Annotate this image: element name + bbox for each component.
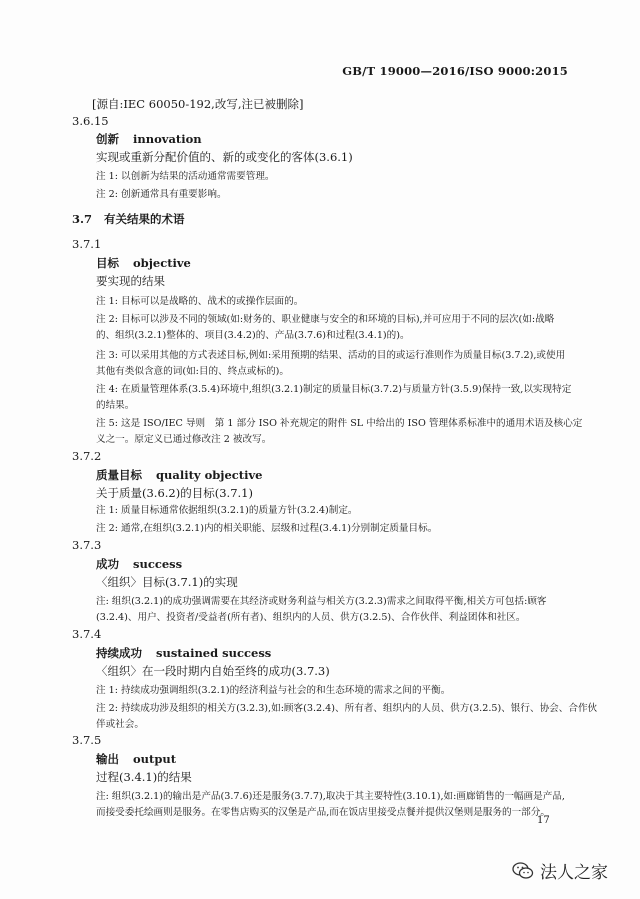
term-en: output bbox=[133, 752, 177, 766]
term-heading bbox=[96, 645, 271, 661]
term-zh: 目标 bbox=[96, 256, 119, 270]
definition: 要实现的结果 bbox=[96, 274, 165, 288]
note: 注 1: 以创新为结果的活动通常需要管理。 bbox=[96, 171, 275, 182]
clause-title: 有关结果的术语 bbox=[104, 212, 185, 226]
entry-number: 3.7.2 bbox=[72, 449, 102, 463]
definition: 〈组织〉目标(3.7.1)的实现 bbox=[96, 575, 238, 589]
note-continued: (3.2.4)、用户、投资者/受益者(所有者)、组织内的人员、供方(3.2.5)、合作伙伴、利益团体和社区。 bbox=[96, 612, 526, 623]
entry-number: 3.7.4 bbox=[72, 627, 102, 641]
term-en: success bbox=[133, 557, 183, 571]
term-en: quality objective bbox=[156, 468, 263, 482]
term-zh: 成功 bbox=[96, 557, 119, 571]
page-number: 17 bbox=[537, 815, 550, 826]
note-continued: 的结果。 bbox=[96, 400, 135, 411]
note-continued: 而接受委托绘画则是服务。在零售店购买的汉堡是产品,而在饭店里接受点餐并提供汉堡则是服务的一部分。 bbox=[96, 807, 550, 818]
note: 注 3: 可以采用其他的方式表述目标,例如:采用预期的结果、活动的目的或运行准则作为质量目标(3.7.2),或使用 bbox=[96, 350, 566, 361]
term-en: innovation bbox=[133, 132, 202, 146]
term-zh: 持续成功 bbox=[96, 646, 142, 660]
term-heading bbox=[96, 255, 191, 271]
note: 注 5: 这是 ISO/IEC 导则 第 1 部分 ISO 补充规定的附件 SL 中给出的 ISO 管理体系标准中的通用术语及核心定 bbox=[96, 418, 583, 429]
entry-number: 3.7.3 bbox=[72, 538, 102, 552]
note: 注 4: 在质量管理体系(3.5.4)环境中,组织(3.2.1)制定的质量目标(3.7.2)与质量方针(3.5.9)保持一致,以实现特定 bbox=[96, 384, 572, 395]
definition: 关于质量(3.6.2)的目标(3.7.1) bbox=[96, 486, 253, 500]
clause-number: 3.7 bbox=[72, 212, 93, 226]
note: 注 2: 持续成功涉及组织的相关方(3.2.3),如:顾客(3.2.4)、所有者、组织内的人员、供方(3.2.5)、银行、协会、合作伙 bbox=[96, 703, 598, 714]
term-zh: 质量目标 bbox=[96, 468, 142, 482]
term-heading bbox=[96, 751, 176, 767]
definition: 〈组织〉在一段时期内自始至终的成功(3.7.3) bbox=[96, 664, 330, 678]
term-heading bbox=[96, 467, 262, 483]
definition: 过程(3.4.1)的结果 bbox=[96, 770, 192, 784]
term-en: sustained success bbox=[156, 646, 272, 660]
note: 注 2: 目标可以涉及不同的领域(如:财务的、职业健康与安全的和环境的目标),并可应用于不同的层次(如:战略 bbox=[96, 314, 555, 325]
note: 注: 组织(3.2.1)的输出是产品(3.7.6)还是服务(3.7.7),取决于其主要特性(3.10.1),如:画廊销售的一幅画是产品, bbox=[96, 791, 565, 802]
clause-heading bbox=[72, 211, 185, 227]
term-zh: 创新 bbox=[96, 132, 119, 146]
note: 注 1: 持续成功强调组织(3.2.1)的经济利益与社会的和生态环境的需求之间的平衡。 bbox=[96, 685, 451, 696]
note-continued: 伴或社会。 bbox=[96, 719, 144, 730]
note: 注 1: 质量目标通常依据组织(3.2.1)的质量方针(3.2.4)制定。 bbox=[96, 505, 358, 516]
note: 注 2: 通常,在组织(3.2.1)内的相关职能、层级和过程(3.4.1)分别制定质量目标。 bbox=[96, 523, 438, 534]
standard-number: GB/T 19000—2016/ISO 9000:2015 bbox=[342, 64, 568, 78]
entry-number: 3.7.1 bbox=[72, 237, 102, 251]
definition: 实现或重新分配价值的、新的或变化的客体(3.6.1) bbox=[96, 150, 353, 164]
watermark bbox=[512, 858, 608, 883]
entry-number: 3.6.15 bbox=[72, 114, 109, 128]
term-heading bbox=[96, 556, 182, 572]
note: 注 2: 创新通常具有重要影响。 bbox=[96, 189, 227, 200]
note: 注 1: 目标可以是战略的、战术的或操作层面的。 bbox=[96, 296, 304, 307]
term-en: objective bbox=[133, 256, 191, 270]
term-zh: 输出 bbox=[96, 752, 119, 766]
note-continued: 义之一。原定义已通过修改注 2 被改写。 bbox=[96, 434, 272, 445]
note: 注: 组织(3.2.1)的成功强调需要在其经济或财务利益与相关方(3.2.3)需求之间取得平衡,相关方可包括:顾客 bbox=[96, 596, 547, 607]
source-note: [源自:IEC 60050-192,改写,注已被删除] bbox=[92, 97, 304, 111]
note-continued: 其他有类似含意的词(如:目的、终点或标的)。 bbox=[96, 366, 289, 377]
wechat-icon bbox=[512, 861, 534, 881]
watermark-text: 法人之家 bbox=[540, 863, 608, 883]
term-heading bbox=[96, 131, 202, 147]
note-continued: 的、组织(3.2.1)整体的、项目(3.4.2)的、产品(3.7.6)和过程(3.4.1)的)。 bbox=[96, 330, 410, 341]
entry-number: 3.7.5 bbox=[72, 733, 102, 747]
